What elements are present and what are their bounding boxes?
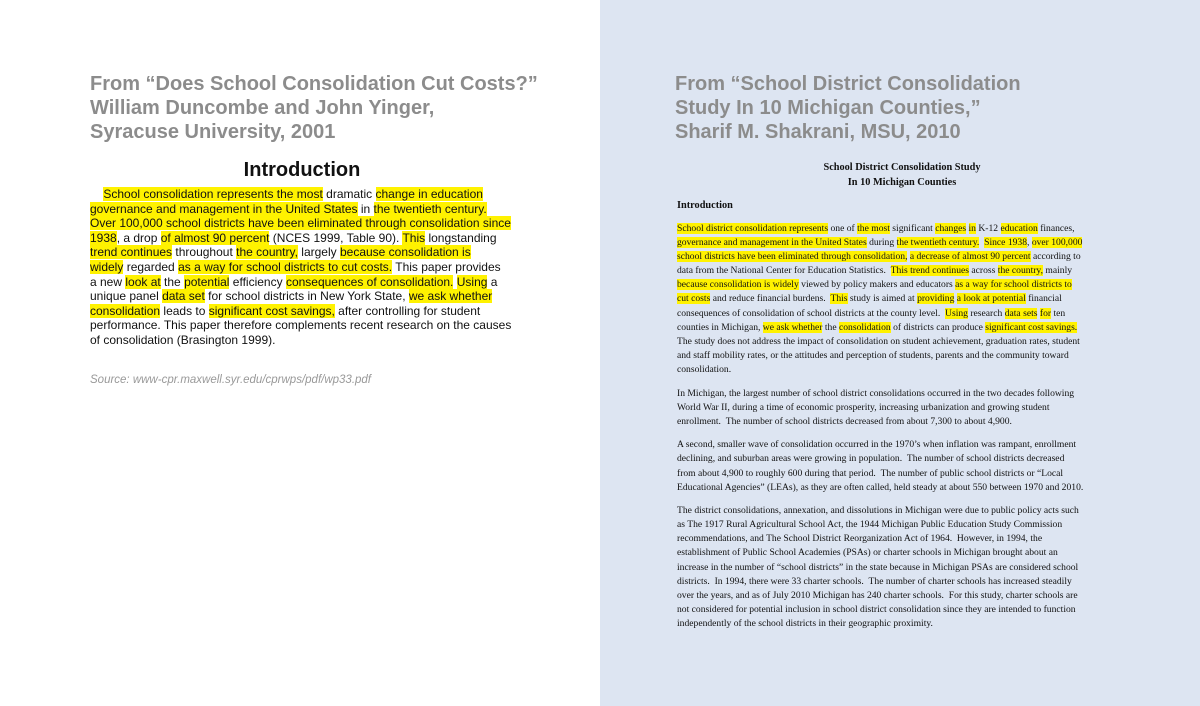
text-line: data from the National Center for Education Statistics. This trend continues across the country, mainly [677, 265, 1073, 277]
text-line: counties in Michigan, we ask whether the consolidation of districts can produce significant cost savings. [677, 321, 1078, 333]
highlighted-phrase: changes [935, 223, 967, 234]
highlighted-phrase: as a way for school districts to [955, 279, 1072, 291]
text-line: not considered for potential inclusion in school district consolidation since they are intended to function [677, 603, 1076, 615]
text-line: unique panel data set for school districts in New York State, we ask whether [90, 289, 493, 304]
highlighted-phrase: school districts have been eliminated through consolidation, [677, 251, 908, 263]
text-line: The district consolidations, annexation, and dissolutions in Michigan were due to public policy acts such [677, 505, 1079, 517]
left-source-title [90, 72, 570, 144]
text-line: districts. In 1994, there were 33 charter schools. The number of charter schools has increased steadily [677, 575, 1072, 587]
right-source-title [675, 72, 1155, 144]
body-paragraph [677, 438, 1137, 494]
highlighted-phrase: School district consolidation represents [677, 223, 829, 234]
text-line: because consolidation is widely viewed by policy makers and educators as a way for school districts to [677, 279, 1072, 291]
text-line: from about 4,900 to roughly 600 during that period. The number of public school districts or “Local [677, 467, 1064, 479]
highlighted-phrase: the most [857, 223, 890, 234]
highlighted-phrase: a decrease of almost 90 percent [909, 251, 1031, 263]
text-line: school districts have been eliminated through consolidation, a decrease of almost 90 percent according to [677, 251, 1081, 263]
text-line: governance and management in the United States during the twentieth century. Since 1938, over 100,000 [677, 237, 1083, 249]
text-line: consolidation leads to significant cost savings, after controlling for student [90, 303, 481, 318]
text-line: widely regarded as a way for school districts to cut costs. This paper provides [90, 259, 501, 274]
highlighted-phrase: 1938 [90, 230, 117, 245]
highlighted-phrase: over 100,000 [1031, 237, 1083, 249]
highlighted-phrase: trend continues [90, 245, 173, 260]
body-paragraph [677, 387, 1137, 429]
highlighted-phrase: consequences of consolidation. [285, 274, 454, 289]
highlighted-phrase: because consolidation is widely [677, 279, 799, 291]
highlighted-phrase: consolidation [839, 321, 891, 333]
left-source-title-line: Syracuse University, 2001 [90, 121, 336, 143]
text-line: trend continues throughout the country, largely because consolidation is [90, 245, 471, 260]
right-introduction-heading: Introduction [677, 200, 733, 211]
text-line: In Michigan, the largest number of school district consolidations occurred in the two decades following [677, 387, 1075, 399]
text-line: School consolidation represents the most dramatic change in education [103, 187, 483, 201]
highlighted-phrase: change in education [375, 187, 483, 201]
highlighted-phrase: because consolidation is [339, 245, 471, 260]
text-line [90, 216, 514, 231]
highlighted-phrase: significant cost savings, [208, 303, 335, 318]
highlighted-phrase: School consolidation represents the most [103, 187, 323, 201]
highlighted-phrase: the country, [236, 245, 298, 260]
highlighted-phrase: Since 1938 [984, 237, 1028, 249]
highlighted-phrase: This [830, 293, 848, 305]
highlighted-phrase: the country, [997, 265, 1043, 277]
text-line: World War II, during a time of economic prosperity, increasing urbanization and growing student [677, 401, 1050, 413]
highlighted-phrase: governance and management in the United States [677, 237, 867, 249]
right-source-title-line: From “School District Consolidation [675, 73, 1021, 95]
text-line: governance and management in the United States in the twentieth century. [90, 201, 487, 216]
highlighted-phrase: of almost 90 percent [160, 230, 270, 245]
highlighted-phrase: consolidation [90, 303, 161, 318]
highlighted-phrase: data set [162, 289, 205, 304]
highlighted-phrase: cut costs [677, 293, 711, 305]
highlighted-phrase: potential [184, 274, 230, 289]
highlighted-phrase: This trend continues [890, 265, 970, 277]
text-line: increase in the number of “school districts” in the state because in Michigan PSAs are considered school [677, 561, 1079, 573]
highlighted-phrase: we ask whether [762, 321, 823, 333]
study-document-title [677, 160, 1127, 190]
highlighted-phrase: the twentieth century. [896, 237, 980, 249]
text-line: consequences of consolidation of school districts at the county level. Using research data sets for ten [677, 307, 1066, 319]
highlighted-phrase: in [968, 223, 976, 234]
highlighted-phrase: for [1039, 307, 1052, 319]
left-source-title-line: From “Does School Consolidation Cut Costs?” [90, 73, 538, 95]
highlighted-phrase: look at [125, 274, 161, 289]
highlighted-phrase: education [1000, 223, 1038, 234]
right-source-title-line: Study In 10 Michigan Counties,” [675, 97, 981, 119]
text-line: consolidation. [677, 363, 732, 375]
right-document-body [677, 222, 1137, 641]
text-line: The study does not address the impact of consolidation on student achievement, graduation rates, student [677, 335, 1080, 347]
text-line: enrollment. The number of school districts decreased from about 7,300 to about 4,900. [677, 415, 1012, 427]
study-title-line: School District Consolidation Study [823, 162, 981, 173]
body-paragraph [677, 222, 1137, 377]
highlighted-phrase: governance and management in the United States [90, 201, 358, 216]
right-panel [600, 0, 1200, 706]
text-line: recommendations, and The School District Reorganization Act of 1964. However, in 1994, the [677, 533, 1043, 545]
text-line: declining, and suburban areas were growing in population. The number of school districts decreased [677, 453, 1065, 465]
right-source-title-line: Sharif M. Shakrani, MSU, 2010 [675, 121, 961, 143]
text-line: independently of the school districts in their geographic proximity. [677, 617, 933, 629]
highlighted-phrase: Over 100,000 school districts have been eliminated through consolidation since [90, 216, 511, 231]
text-line: as The 1917 Rural Agricultural School Act, the 1944 Michigan Public Education Study Commission [677, 519, 1063, 531]
left-introduction-paragraph [90, 187, 514, 348]
text-line: School district consolidation represents one of the most significant changes in K-12 education finances, [677, 223, 1075, 234]
highlighted-phrase: a look at potential [956, 293, 1026, 305]
highlighted-phrase: Using [456, 274, 488, 289]
text-line: A second, smaller wave of consolidation occurred in the 1970’s when inflation was rampant, enrollment [677, 439, 1077, 451]
highlighted-phrase: providing [917, 293, 955, 305]
text-line: establishment of Public School Academies (PSAs) or charter schools in Michigan brought about an [677, 547, 1058, 559]
highlighted-phrase: Using [945, 307, 968, 319]
study-title-line: In 10 Michigan Counties [847, 177, 957, 188]
highlighted-phrase: This [402, 230, 426, 245]
highlighted-phrase: we ask whether [408, 289, 493, 304]
text-line: cut costs and reduce financial burdens. This study is aimed at providing a look at potential financial [677, 293, 1062, 305]
text-line: performance. This paper therefore complements recent research on the causes [90, 318, 512, 333]
body-paragraph [677, 504, 1137, 631]
text-line: and staff mobility rates, or the attitudes and perception of students, parents and the community toward [677, 349, 1069, 361]
highlighted-phrase: widely [90, 259, 124, 274]
left-source-citation: Source: www-cpr.maxwell.syr.edu/cprwps/pdf/wp33.pdf [90, 374, 372, 386]
text-line: 1938, a drop of almost 90 percent (NCES 1999, Table 90). This longstanding [90, 230, 497, 245]
left-introduction-heading: Introduction [243, 159, 361, 181]
text-line: over the years, and as of July 2010 Michigan has 240 charter schools. For this study, charter schools are [677, 589, 1078, 601]
text-line: Educational Agencies” (LEAs), as they are often called, held steady at about 550 between 1970 and 2010. [677, 481, 1084, 493]
highlighted-phrase: the twentieth century. [373, 201, 487, 216]
left-source-title-line: William Duncombe and John Yinger, [90, 97, 435, 119]
text-line: of consolidation (Brasington 1999). [90, 332, 276, 347]
text-line: a new look at the potential efficiency consequences of consolidation. Using a [90, 274, 498, 289]
highlighted-phrase: as a way for school districts to cut costs. [178, 259, 393, 274]
highlighted-phrase: significant cost savings. [985, 321, 1078, 333]
highlighted-phrase: data sets [1004, 307, 1038, 319]
